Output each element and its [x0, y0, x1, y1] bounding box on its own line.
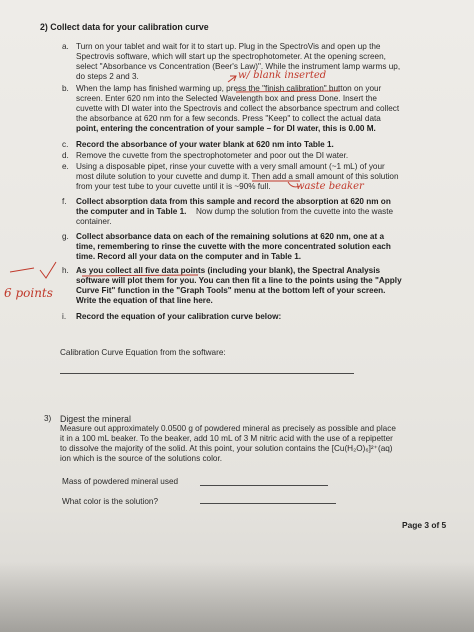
color-prompt: What color is the solution? [62, 497, 159, 506]
step-g-line-3: time. Record all your data on the computer and in Table 1. [76, 252, 302, 261]
step-g-label: g. [62, 232, 69, 241]
step-f-line-3: container. [76, 217, 112, 226]
step-a-line-2: Spectrovis software, which will start up the spectrophotometer. At the opening screen, [76, 52, 386, 61]
step-b-line-1: When the lamp has finished warming up, press the "finish calibration" button on your [76, 84, 382, 93]
mass-prompt: Mass of powdered mineral used [62, 477, 179, 486]
page-number: Page 3 of 5 [402, 520, 447, 530]
section-3-line-2: it in a 100 mL beaker. To the beaker, add 10 mL of 3 M nitric acid with the use of a repipetter [60, 434, 393, 443]
pen-check-mark [40, 262, 56, 278]
step-c-label: c. [62, 140, 69, 149]
step-a-line-1: Turn on your tablet and wait for it to start up. Plug in the SpectroVis and open up the [76, 42, 381, 51]
step-d-text: Remove the cuvette from the spectrophotometer and poor out the DI water. [76, 151, 349, 160]
pen-underline-finish [236, 91, 340, 92]
section-3-line-4: ion which is the source of the solutions color. [60, 454, 223, 463]
section-3-title: Digest the mineral [60, 414, 131, 424]
step-b-line-4: the absorbance at 620 nm for a few seconds. Press "Keep" to collect the actual data [76, 114, 381, 123]
step-h-line-2: software will plot them for you. You can then fit a line to the points using the "Apply [76, 276, 402, 285]
step-h-line-3: Curve Fit" function in the "Graph Tools" menu at the bottom left of your screen. [76, 286, 386, 295]
pen-stroke-left [10, 268, 34, 272]
step-h-line-1: As you collect all five data points (including your blank), the Spectral Analysis [76, 266, 381, 275]
step-d-label: d. [62, 151, 69, 160]
step-g-line-1: Collect absorbance data on each of the remaining solutions at 620 nm, one at a [76, 232, 385, 241]
step-e-label: e. [62, 162, 69, 171]
step-e-line-1: Using a disposable pipet, rinse your cuvette with a very small amount (~1 mL) of your [76, 162, 385, 171]
pen-underline-five [82, 275, 198, 276]
section-3-line-3: to dissolve the majority of the solid. At this point, your solution contains the [Cu(H₂O)₆]²⁺(aq) [60, 444, 393, 453]
step-a-line-3: select "Absorbance vs Concentration (Beer's Law)". While the instrument lamp warms up, [76, 62, 401, 71]
handwritten-waste-beaker: waste beaker [296, 181, 364, 192]
step-f-line-2: the computer and in Table 1. [76, 207, 187, 216]
section-3-number: 3) [44, 414, 52, 423]
section-2-title: 2) Collect data for your calibration curve [40, 22, 209, 32]
handwritten-points-note: 6 points [4, 286, 53, 300]
step-b-label: b. [62, 84, 69, 93]
step-h-label: h. [62, 266, 69, 275]
pen-arrow-waste [288, 182, 300, 187]
step-i-label: i. [62, 312, 67, 321]
step-f-label: f. [62, 197, 67, 206]
step-f-line-1: Collect absorption data from this sample and record the absorption at 620 nm on [76, 197, 391, 206]
step-e-line-2: most dilute solution to your cuvette and dump it. Then add a small amount of this solution [76, 172, 399, 181]
step-a-line-4: do steps 2 and 3. [76, 72, 139, 81]
step-i-text: Record the equation of your calibration curve below: [76, 312, 282, 321]
section-3-line-1: Measure out approximately 0.0500 g of powdered mineral as precisely as possible and place [60, 424, 396, 433]
step-f-line-2-rest: Now dump the solution from the cuvette into the waste [196, 207, 394, 216]
step-a-label: a. [62, 42, 69, 51]
equation-prompt: Calibration Curve Equation from the software: [60, 348, 226, 357]
step-c-text: Record the absorbance of your water blank at 620 nm into Table 1. [76, 140, 334, 149]
handwritten-blank-inserted: w/ blank inserted [238, 70, 327, 81]
step-b-line-2: screen. Enter 620 nm into the Selected Wavelength box and press Done. Insert the [76, 94, 377, 103]
step-b-line-3: cuvette with DI water into the Spectrovis and collect the absorbance spectrum and collect [76, 104, 400, 113]
step-h-line-4: Write the equation of that line here. [76, 296, 213, 305]
step-b-line-5: point, entering the concentration of your sample – for DI water, this is 0.00 M. [76, 124, 376, 133]
step-g-line-2: time, remembering to rinse the cuvette with the more concentrated solution each [76, 242, 391, 251]
step-e-line-3: from your test tube to your cuvette until it is ~90% full. [76, 182, 271, 191]
